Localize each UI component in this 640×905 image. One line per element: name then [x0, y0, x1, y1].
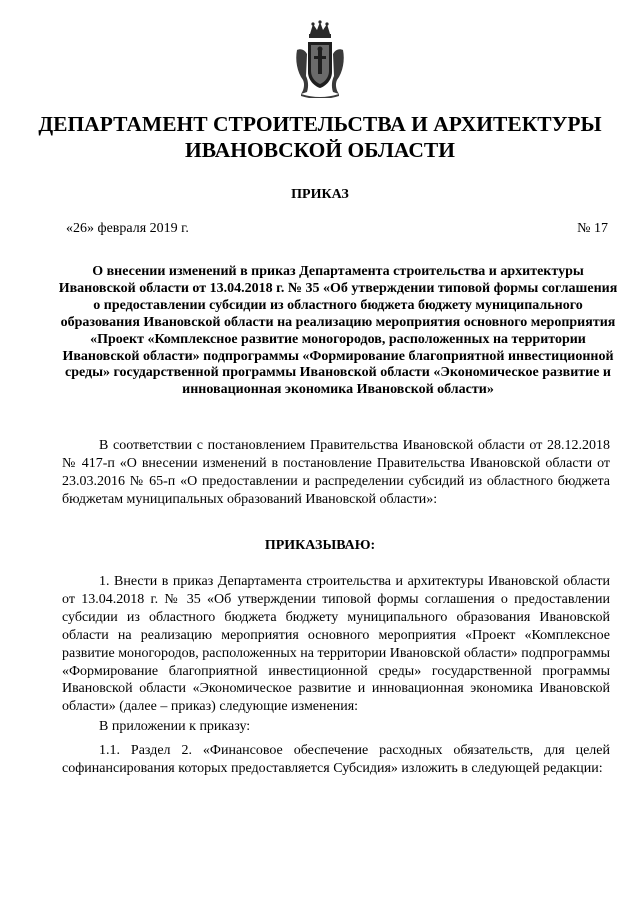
coat-of-arms-icon: [295, 20, 345, 98]
basis-paragraph: В соответствии с постановлением Правительства Ивановской области от 28.12.2018 № 417-п «О внесении изменений в постановление Правительства Ивановской области от 23.03.2016 № 65-п «О предоставлении и распределении субсидий из областного бюджета бюджетам муниципальных образований Ивановской области»:: [62, 438, 610, 507]
order-heading: ПРИКАЗ: [291, 187, 349, 202]
department-title-line2: ИВАНОВСКОЙ ОБЛАСТИ: [185, 138, 455, 162]
department-title-line1: ДЕПАРТАМЕНТ СТРОИТЕЛЬСТВА И АРХИТЕКТУРЫ: [38, 112, 602, 136]
appendix-paragraph: В приложении к приказу:: [99, 719, 251, 734]
order-number: № 17: [577, 221, 608, 236]
item-1-paragraph: 1. Внести в приказ Департамента строительства и архитектуры Ивановской области от 13.04.2018 г. № 35 «Об утверждении типовой формы соглашения о предоставлении субсидии из областного бюджета бюджету муниципального образования Ивановской области на реализацию мероприятия основного мероприятия «Проект «Комплексное развитие моногородов, расположенных на территории Ивановской области» подпрограммы «Формирование благоприятной инвестиционной среды» государственной программы Ивановской области «Экономическое развитие и инновационная экономика Ивановской области» (далее – приказ) следующие изменения:: [62, 574, 610, 715]
order-verb: ПРИКАЗЫВАЮ:: [264, 538, 376, 553]
order-date: «26» февраля 2019 г.: [66, 221, 189, 236]
order-subject: О внесении изменений в приказ Департамента строительства и архитектуры Ивановской области от 13.04.2018 г. № 35 «Об утверждении типовой формы соглашения о предоставлении субсидии из областного бюджета бюджету муниципального образования Ивановской области на реализацию мероприятия основного мероприятия «Проект «Комплексное развитие моногородов, расположенных на территории Ивановской области» подпрограммы «Формирование благоприятной инвестиционной среды» государственной программы Ивановской области «Экономическое развитие и инновационная экономика Ивановской области»: [58, 264, 618, 398]
department-title: [0, 111, 640, 163]
item-1-1-paragraph: 1.1. Раздел 2. «Финансовое обеспечение расходных обязательств, для целей софинансирования которых предоставляется Субсидия» изложить в следующей редакции:: [62, 743, 610, 776]
